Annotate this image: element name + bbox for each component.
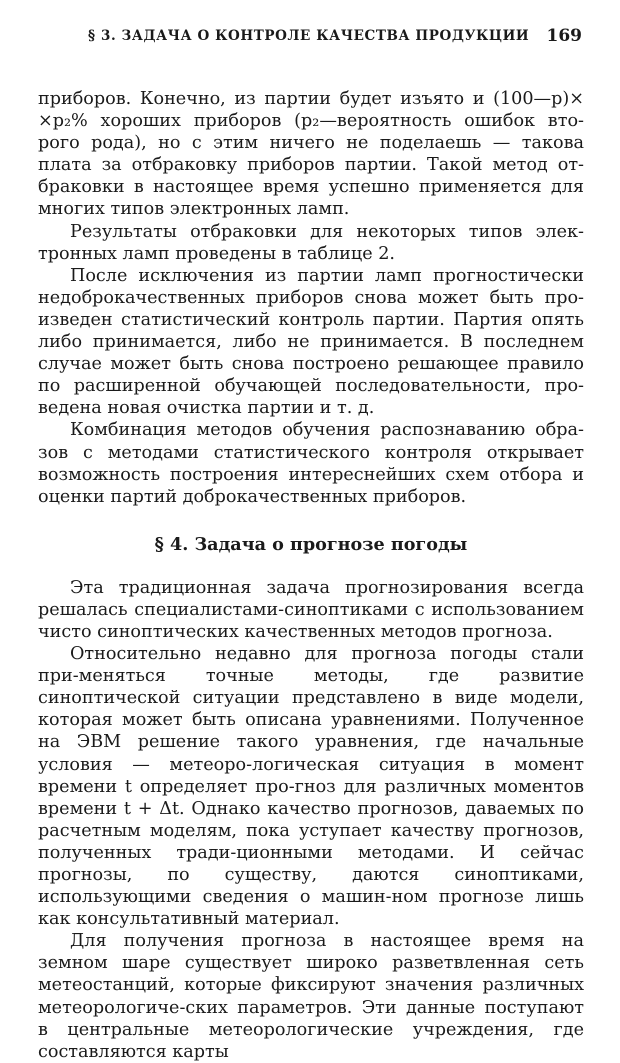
paragraph: приборов. Конечно, из партии будет изъято и (100—p)× ×p₂% хороших приборов (p₂—вероятность ошибок вто-рого рода), но с этим ничего не поделаешь — такова плата за отбраковку приборов партии. Такой метод от-браковки в настоящее время успешно применяется для многих типов электронных ламп. <box>38 89 584 220</box>
paragraph: Эта традиционная задача прогнозирования всегда решалась специалистами-синоптиками с использованием чисто синоптических качественных методов прогноза. <box>38 577 584 642</box>
paragraph: Для получения прогноза в настоящее время на земном шаре существует широко разветвленная сеть метеостанций, которые фиксируют значения различных метеорологиче-ских параметров. Эти данные поступают в центральные метеорологические учреждения, где составляются карты <box>38 931 584 1062</box>
paragraph: Относительно недавно для прогноза погоды стали при-меняться точные методы, где развитие синоптической ситуации представлено в виде модели, которая может быть описана уравнениями. Полученное на ЭВМ решение такого уравнения, где начальные условия — метеоро-логическая ситуация в момент времени t определяет про-гноз для различных моментов времени t + Δt. Однако качество прогнозов, даваемых по расчетным моделям, пока уступает качеству прогнозов, полученных тради-ционными методами. И сейчас прогнозы, по существу, даются синоптиками, использующими сведения о машин-ном прогнозе лишь как консультативный материал. <box>38 644 584 930</box>
paragraph: После исключения из партии ламп прогностически недоброкачественных приборов снова может быть про-изведен статистический контроль партии. Партия опять либо принимается, либо не принимается. В последнем случае может быть снова построено решающее правило по расширенной обучающей последовательности, про-ведена новая очистка партии и т. д. <box>38 265 584 419</box>
paragraph: Результаты отбраковки для некоторых типов элек-тронных ламп проведены в таблице 2. <box>38 221 584 264</box>
body-text <box>38 88 584 1063</box>
section-heading: § 4. Задача о прогнозе погоды <box>154 533 468 555</box>
paragraph: Комбинация методов обучения распознаванию обра-зов с методами статистического контроля открывает возможность построения интереснейших схем отбора и оценки партий доброкачественных приборов. <box>38 420 584 507</box>
running-title: § 3. ЗАДАЧА О КОНТРОЛЕ КАЧЕСТВА ПРОДУКЦИИ <box>88 28 530 44</box>
running-header <box>38 22 584 48</box>
book-page <box>38 22 584 1063</box>
page-number: 169 <box>546 26 582 46</box>
